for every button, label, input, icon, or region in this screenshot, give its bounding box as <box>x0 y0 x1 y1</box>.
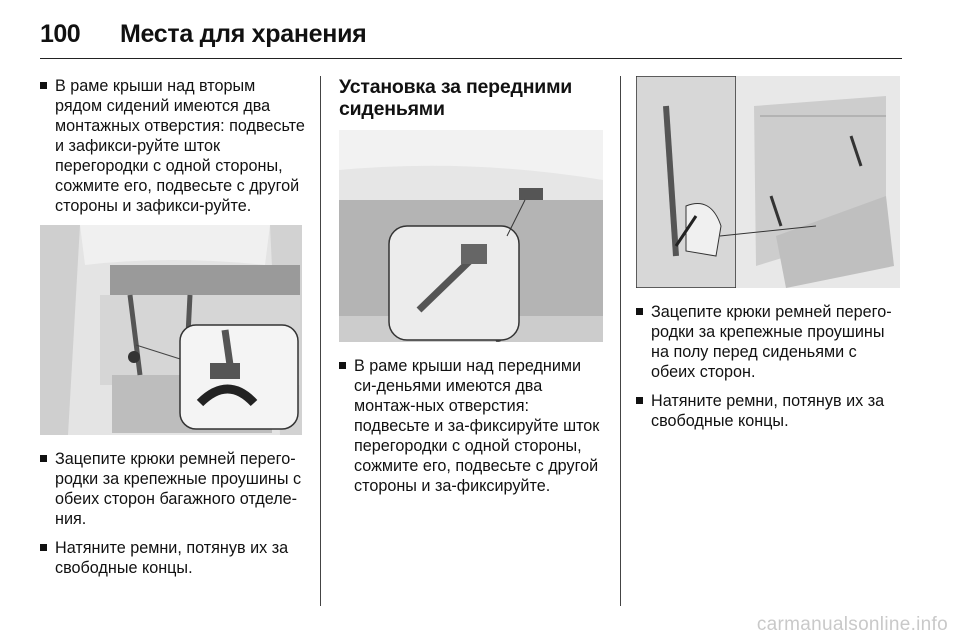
list-item: В раме крыши над передними си-деньями имеются два монтаж-ных отверстия: подвесьте и за-фиксируйте шток перегородки с одной стороны, сожмите его, подвесьте с другой стороны и за-фиксируйте. <box>339 356 604 496</box>
chapter-title: Места для хранения <box>120 20 367 48</box>
middle-steps-list <box>339 356 604 496</box>
floor-anchor-illustration <box>636 76 900 288</box>
list-item: Зацепите крюки ремней перего-родки за крепежные проушины на полу перед сиденьями с обеих сторон. <box>636 302 904 382</box>
list-item: В раме крыши над вторым рядом сидений имеются два монтажных отверстия: подвесьте и зафикси-руйте шток перегородки с одной стороны, сожмите его, подвесьте с другой стороны и зафикси-руйте. <box>40 76 305 216</box>
left-steps-list <box>40 449 305 578</box>
middle-column <box>339 76 604 505</box>
section-title: Установка за передними сиденьями <box>339 76 573 120</box>
list-item: Натяните ремни, потянув их за свободные концы. <box>636 391 904 431</box>
list-item: Натяните ремни, потянув их за свободные концы. <box>40 538 305 578</box>
list-item: Зацепите крюки ремней перего-родки за крепежные проушины с обеих сторон багажного отделе-ния. <box>40 449 305 529</box>
page-number: 100 <box>40 20 81 48</box>
left-column <box>40 76 305 587</box>
header-rule <box>40 58 902 59</box>
watermark: carmanualsonline.info <box>756 614 948 635</box>
right-column <box>636 76 904 440</box>
cargo-area-illustration <box>40 225 302 435</box>
right-steps-list <box>636 302 904 431</box>
column-divider-2 <box>620 76 621 606</box>
front-seat-roof-illustration <box>339 130 603 342</box>
column-divider-1 <box>320 76 321 606</box>
page-header <box>40 10 902 58</box>
left-intro-list <box>40 76 305 216</box>
